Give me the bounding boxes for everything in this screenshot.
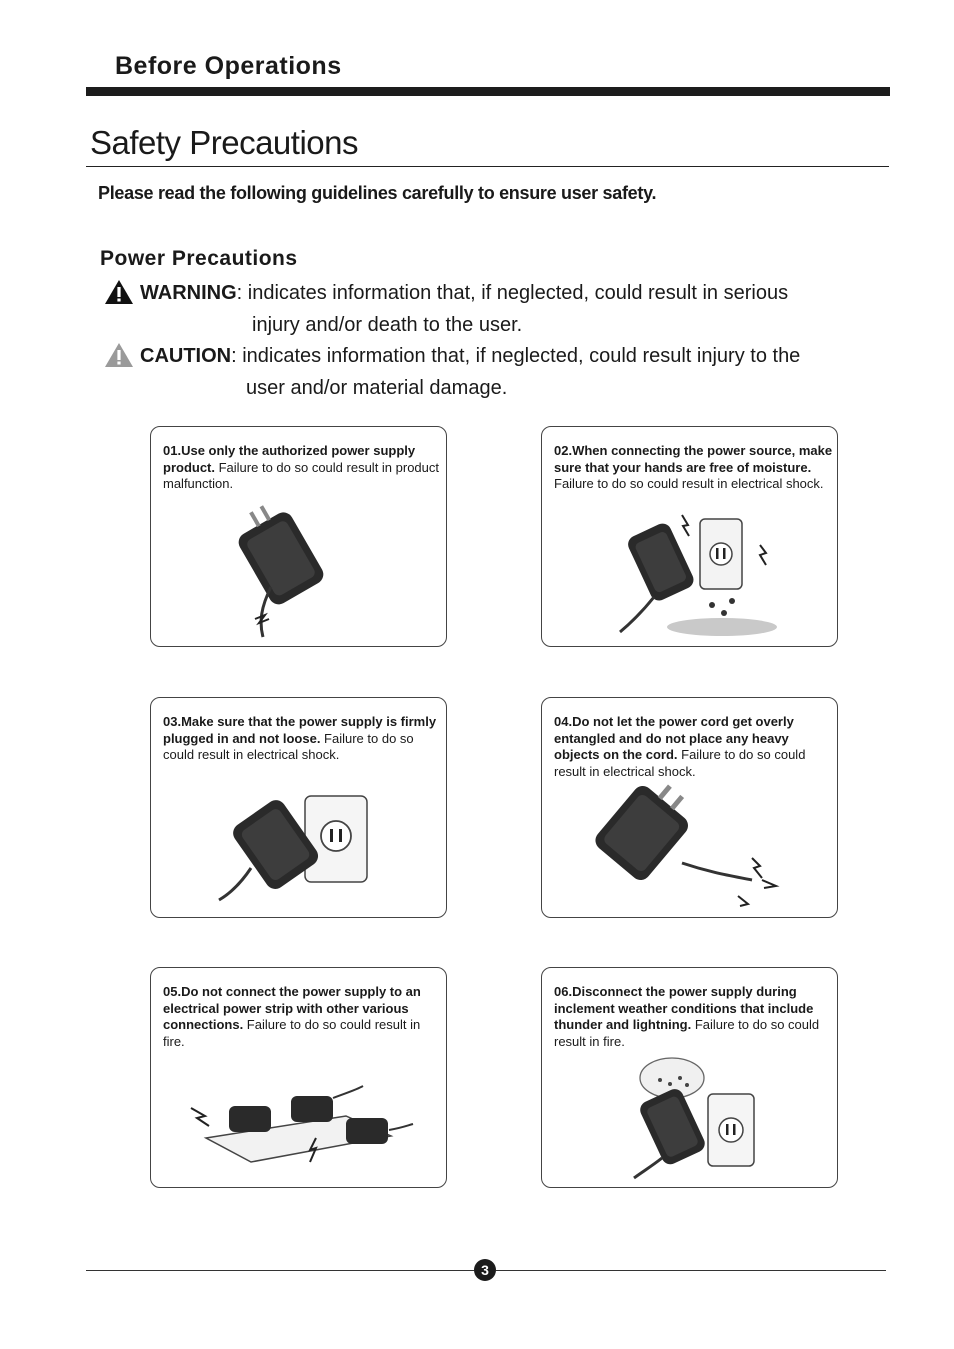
caution-text-continued: user and/or material damage. [246, 377, 508, 399]
title-rule [86, 166, 889, 167]
warning-definition [140, 277, 880, 341]
precaution-card-1 [150, 426, 447, 647]
card-text: 05.Do not connect the power supply to an electrical power strip with other various connections. Failure to do so could result in fire. [163, 984, 421, 1049]
loose-plug-outlet-illustration [151, 698, 446, 917]
entangled-cord-illustration [542, 698, 837, 917]
card-text: 04.Do not let the power cord get overly entangled and do not place any heavy objects on the cord. Failure to do so could result in electrical shock. [554, 714, 806, 779]
precaution-card-6 [541, 967, 838, 1188]
page-title: Safety Precautions [90, 124, 358, 161]
caution-triangle-icon [104, 342, 134, 368]
power-precautions-heading: Power Precautions [100, 247, 298, 270]
warning-text-continued: injury and/or death to the user. [252, 314, 523, 336]
page-number: 3 [474, 1259, 496, 1281]
card-text: 06.Disconnect the power supply during inclement weather conditions that include thunder and lightning. Failure to do so could result in fire. [554, 984, 820, 1049]
power-strip-illustration [151, 968, 446, 1187]
warning-text: : indicates information that, if neglected, could result in serious [236, 282, 789, 304]
caution-label: CAUTION [140, 345, 232, 367]
card-text: 03.Make sure that the power supply is firmly plugged in and not loose. Failure to do so could result in electrical shock. [163, 714, 437, 762]
caution-text: : indicates information that, if neglected, could result injury to the [231, 345, 801, 367]
precaution-card-2 [541, 426, 838, 647]
wet-hands-outlet-illustration [542, 427, 837, 646]
intro-text: Please read the following guidelines carefully to ensure user safety. [98, 183, 657, 203]
precaution-card-3 [150, 697, 447, 918]
precaution-card-4 [541, 697, 838, 918]
footer-rule-right [496, 1270, 886, 1271]
footer-rule-left [86, 1270, 474, 1271]
caution-definition [140, 340, 890, 404]
card-text: 01.Use only the authorized power supply product. Failure to do so could result in product malfunction. [163, 443, 440, 491]
power-adapter-illustration [151, 427, 446, 646]
warning-label: WARNING [140, 282, 237, 304]
section-title: Before Operations [115, 52, 342, 80]
card-text: 02.When connecting the power source, make sure that your hands are free of moisture. Failure to do so could result in electrical shock. [554, 443, 833, 491]
warning-triangle-icon [104, 279, 134, 305]
precaution-card-5 [150, 967, 447, 1188]
thunderstorm-outlet-illustration [542, 968, 837, 1187]
header-rule [86, 87, 890, 96]
